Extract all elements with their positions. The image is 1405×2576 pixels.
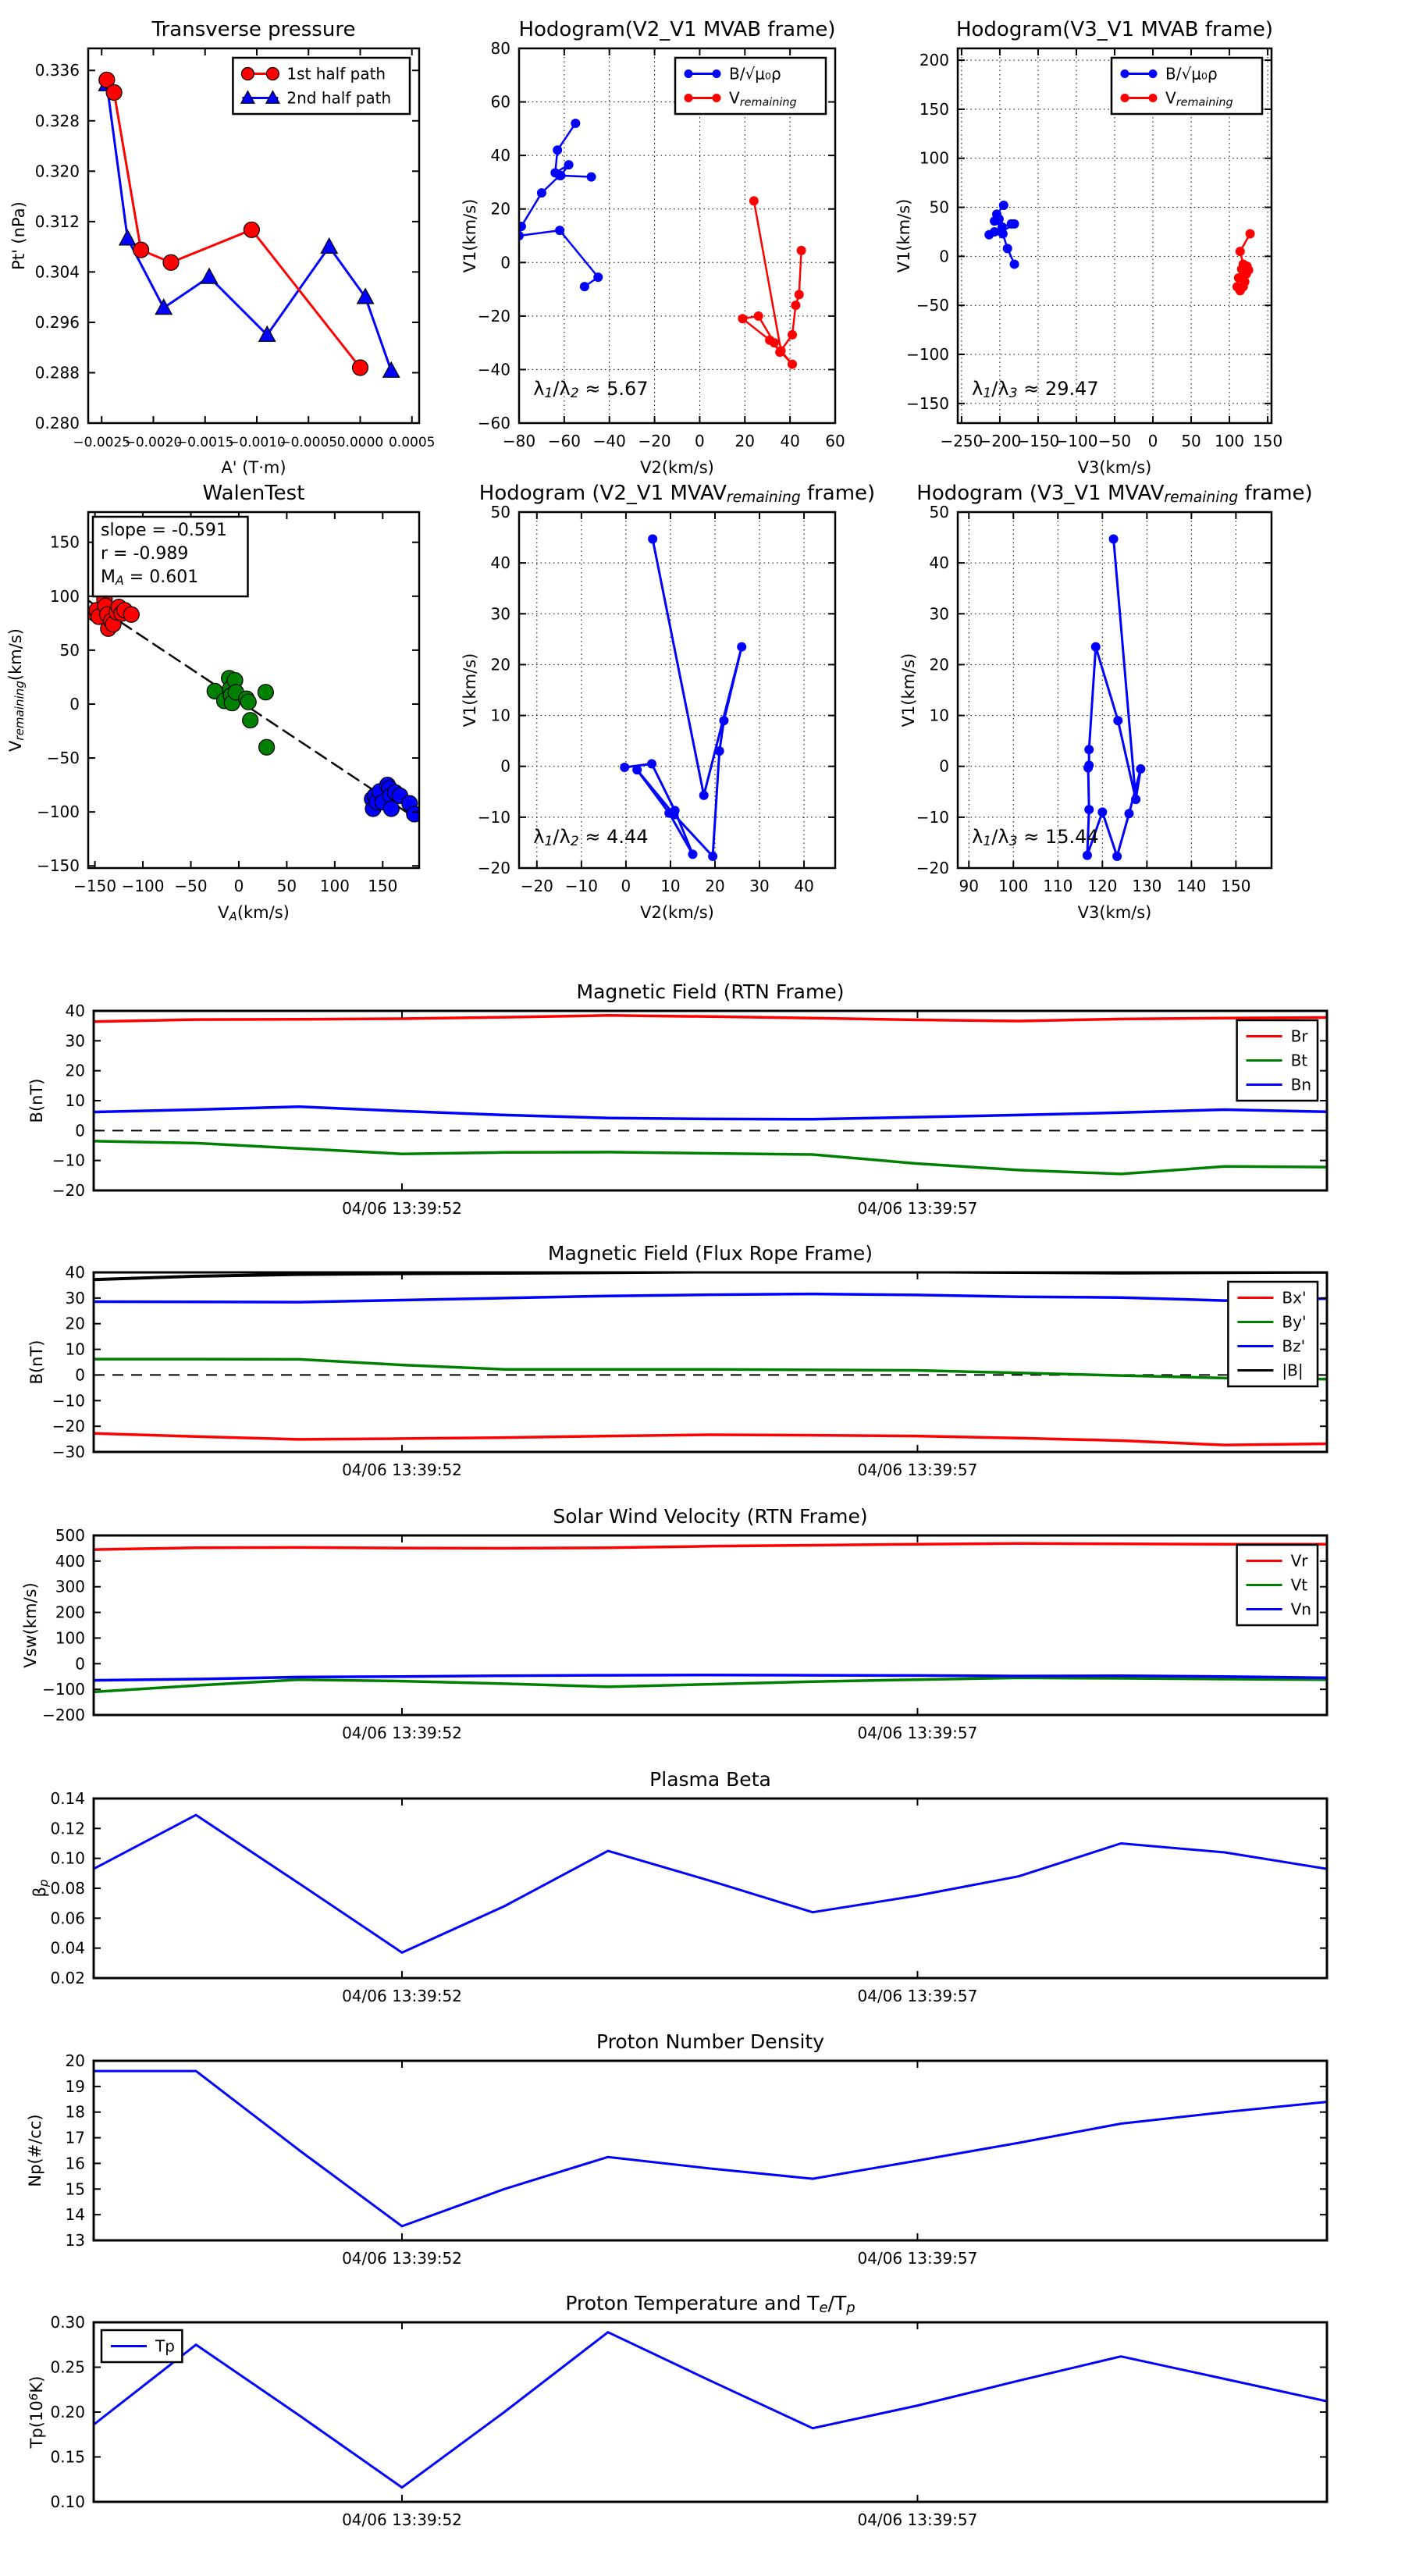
svg-text:Vsw(km/s): Vsw(km/s)	[21, 1582, 40, 1668]
svg-text:0: 0	[695, 432, 705, 450]
chart-svg-hodogram_v3v1_mvab	[895, 18, 1283, 477]
svg-text:40: 40	[65, 1002, 85, 1020]
svg-text:30: 30	[490, 604, 510, 624]
svg-text:Bn: Bn	[1290, 1075, 1312, 1094]
svg-text:B(nT): B(nT)	[27, 1340, 46, 1385]
svg-text:100: 100	[1214, 432, 1245, 450]
svg-text:−200: −200	[42, 1706, 85, 1724]
svg-text:90: 90	[959, 877, 979, 895]
svg-text:−0.0020: −0.0020	[124, 435, 183, 450]
chart-svg-proton_temperature	[27, 2292, 1327, 2529]
svg-text:V1(km/s): V1(km/s)	[895, 198, 913, 273]
svg-text:Br: Br	[1290, 1026, 1308, 1046]
svg-text:−20: −20	[916, 859, 949, 877]
svg-text:−150: −150	[37, 856, 80, 876]
svg-text:20: 20	[705, 877, 725, 895]
svg-text:1st half path: 1st half path	[286, 64, 386, 84]
svg-text:60: 60	[490, 92, 510, 112]
svg-text:100: 100	[49, 586, 80, 606]
svg-text:0.14: 0.14	[50, 1789, 85, 1808]
svg-text:−20: −20	[477, 306, 510, 326]
svg-text:40: 40	[490, 146, 510, 165]
svg-text:Vremaining: Vremaining	[729, 88, 797, 109]
svg-text:400: 400	[55, 1551, 85, 1571]
svg-text:−20: −20	[52, 1181, 85, 1200]
svg-text:0: 0	[75, 1121, 85, 1140]
svg-text:B/√μ₀ρ: B/√μ₀ρ	[729, 64, 781, 84]
svg-text:50: 50	[276, 877, 297, 895]
svg-text:0.0005: 0.0005	[388, 435, 436, 450]
svg-text:0.312: 0.312	[34, 212, 80, 231]
svg-text:20: 20	[65, 1061, 85, 1080]
svg-text:0.30: 0.30	[50, 2313, 85, 2332]
svg-text:15: 15	[65, 2179, 85, 2199]
svg-text:300: 300	[55, 1577, 85, 1596]
svg-text:16: 16	[65, 2154, 85, 2173]
svg-text:0: 0	[1147, 432, 1158, 450]
svg-text:40: 40	[65, 1263, 85, 1282]
svg-text:VA(km/s): VA(km/s)	[218, 903, 290, 923]
svg-text:−60: −60	[477, 414, 510, 432]
svg-text:04/06 13:39:57: 04/06 13:39:57	[857, 1461, 978, 1479]
svg-text:−150: −150	[1016, 432, 1060, 450]
chart-svg-hodogram_v3v1_mvav	[899, 482, 1313, 922]
svg-text:0: 0	[69, 694, 80, 713]
subplot-hodogram-v2v1-mvav	[461, 482, 876, 922]
svg-text:0.10: 0.10	[50, 1848, 85, 1868]
svg-text:Bz': Bz'	[1282, 1336, 1306, 1356]
svg-text:20: 20	[65, 2051, 85, 2070]
svg-text:0.08: 0.08	[50, 1879, 85, 1898]
svg-text:0.320: 0.320	[34, 162, 80, 181]
svg-text:150: 150	[368, 877, 398, 895]
svg-text:0: 0	[233, 877, 244, 895]
svg-text:−20: −20	[52, 1417, 85, 1436]
svg-text:0.304: 0.304	[34, 262, 80, 282]
svg-text:Proton Number Density: Proton Number Density	[596, 2030, 824, 2053]
svg-text:13: 13	[65, 2231, 85, 2250]
svg-text:−20: −20	[638, 432, 671, 450]
svg-text:40: 40	[794, 877, 814, 895]
svg-text:20: 20	[65, 1314, 85, 1333]
svg-text:2nd half path: 2nd half path	[286, 88, 392, 108]
svg-text:0.04: 0.04	[50, 1938, 85, 1958]
svg-text:−10: −10	[916, 807, 949, 827]
svg-text:−10: −10	[52, 1151, 85, 1170]
svg-text:10: 10	[65, 1340, 85, 1359]
svg-text:0.0000: 0.0000	[336, 435, 384, 450]
svg-text:−100: −100	[42, 1680, 85, 1699]
svg-text:WalenTest: WalenTest	[202, 482, 305, 505]
svg-text:0.328: 0.328	[34, 111, 80, 130]
svg-text:0.288: 0.288	[34, 363, 80, 382]
svg-text:120: 120	[1087, 877, 1118, 895]
svg-text:−100: −100	[1055, 432, 1098, 450]
svg-text:−10: −10	[564, 877, 598, 895]
svg-text:Proton Temperature and Te/Tp: Proton Temperature and Te/Tp	[565, 2292, 855, 2317]
svg-text:MA = 0.601: MA = 0.601	[101, 568, 199, 588]
svg-text:140: 140	[1176, 877, 1207, 895]
svg-text:λ1/λ2 ≈ 5.67: λ1/λ2 ≈ 5.67	[533, 378, 649, 402]
svg-text:Vt: Vt	[1290, 1575, 1308, 1595]
chart-svg-hodogram_v2v1_mvab	[461, 18, 845, 477]
svg-text:150: 150	[1221, 877, 1251, 895]
svg-text:50: 50	[929, 197, 949, 217]
svg-text:40: 40	[780, 432, 800, 450]
svg-text:A' (T·m): A' (T·m)	[221, 458, 286, 477]
subplot-hodogram-v3v1-mvab	[895, 18, 1283, 477]
svg-text:200: 200	[919, 51, 949, 70]
svg-text:Vremaining(km/s): Vremaining(km/s)	[6, 628, 27, 752]
svg-text:Vn: Vn	[1290, 1599, 1311, 1619]
svg-text:−20: −20	[477, 859, 510, 877]
svg-text:−40: −40	[477, 360, 510, 379]
svg-text:30: 30	[65, 1031, 85, 1051]
svg-text:0.25: 0.25	[50, 2357, 85, 2377]
svg-text:0: 0	[621, 877, 631, 895]
svg-text:50: 50	[490, 503, 510, 521]
svg-text:Hodogram(V2_V1 MVAB frame): Hodogram(V2_V1 MVAB frame)	[518, 18, 836, 41]
svg-text:−100: −100	[37, 802, 80, 822]
svg-text:Solar Wind Velocity (RTN Frame: Solar Wind Velocity (RTN Frame)	[553, 1505, 868, 1528]
chart-svg-plasma_beta	[30, 1768, 1327, 2005]
svg-text:100: 100	[55, 1628, 85, 1648]
svg-text:−0.0010: −0.0010	[228, 435, 286, 450]
panel-solar-wind-velocity	[21, 1505, 1327, 1742]
svg-text:50: 50	[929, 503, 949, 521]
svg-text:V2(km/s): V2(km/s)	[640, 903, 714, 922]
svg-text:V1(km/s): V1(km/s)	[461, 198, 479, 273]
svg-text:Magnetic Field (Flux Rope Fram: Magnetic Field (Flux Rope Frame)	[547, 1242, 873, 1265]
svg-text:Vremaining: Vremaining	[1165, 88, 1233, 109]
svg-text:04/06 13:39:52: 04/06 13:39:52	[342, 2510, 462, 2529]
svg-text:150: 150	[49, 532, 80, 552]
svg-text:λ1/λ3 ≈ 29.47: λ1/λ3 ≈ 29.47	[972, 378, 1099, 402]
subplot-transverse-pressure	[9, 18, 436, 477]
svg-text:100: 100	[919, 148, 949, 168]
chart-svg-transverse_pressure	[9, 18, 436, 477]
svg-text:−50: −50	[916, 296, 949, 315]
svg-text:04/06 13:39:57: 04/06 13:39:57	[857, 2510, 978, 2529]
svg-text:0.296: 0.296	[34, 312, 80, 332]
svg-text:−150: −150	[73, 877, 117, 895]
svg-text:0.20: 0.20	[50, 2403, 85, 2421]
svg-text:By': By'	[1282, 1312, 1307, 1332]
svg-text:Bt: Bt	[1290, 1051, 1308, 1070]
svg-text:Vr: Vr	[1290, 1551, 1308, 1571]
svg-text:30: 30	[749, 877, 770, 895]
svg-text:04/06 13:39:52: 04/06 13:39:52	[342, 2249, 462, 2268]
svg-text:80: 80	[490, 39, 510, 58]
chart-svg-magnetic_field_flux_rope	[27, 1242, 1327, 1479]
svg-text:Hodogram (V2_V1 MVAVremaining: Hodogram (V2_V1 MVAVremaining frame)	[478, 482, 876, 507]
chart-svg-walen_test	[6, 482, 419, 923]
svg-text:0.02: 0.02	[50, 1969, 85, 1987]
svg-text:−40: −40	[592, 432, 626, 450]
svg-text:−200: −200	[978, 432, 1022, 450]
svg-text:20: 20	[735, 432, 756, 450]
svg-text:0.336: 0.336	[34, 61, 80, 80]
svg-text:0: 0	[939, 247, 949, 266]
svg-text:150: 150	[1253, 432, 1283, 450]
svg-text:04/06 13:39:52: 04/06 13:39:52	[342, 1724, 462, 1742]
svg-text:10: 10	[65, 1091, 85, 1110]
svg-text:−100: −100	[906, 345, 949, 365]
svg-text:30: 30	[929, 604, 949, 624]
svg-text:0.06: 0.06	[50, 1909, 85, 1928]
svg-text:−250: −250	[940, 432, 984, 450]
chart-svg-hodogram_v2v1_mvav	[461, 482, 876, 922]
svg-text:Pt' (nPa): Pt' (nPa)	[9, 201, 28, 270]
svg-text:Bx': Bx'	[1282, 1288, 1307, 1308]
svg-text:Np(#/cc): Np(#/cc)	[26, 2114, 44, 2187]
svg-text:18: 18	[65, 2102, 85, 2122]
svg-text:slope = -0.591: slope = -0.591	[101, 521, 227, 540]
svg-text:0.280: 0.280	[34, 414, 80, 432]
svg-text:λ1/λ3 ≈ 15.44: λ1/λ3 ≈ 15.44	[972, 826, 1099, 850]
svg-text:130: 130	[1132, 877, 1162, 895]
svg-text:−10: −10	[52, 1391, 85, 1411]
svg-text:−60: −60	[547, 432, 581, 450]
svg-text:βp: βp	[30, 1879, 51, 1898]
svg-text:Transverse pressure: Transverse pressure	[151, 18, 356, 41]
svg-text:−10: −10	[477, 807, 510, 827]
panel-proton-density	[26, 2030, 1327, 2268]
svg-text:r = -0.989: r = -0.989	[101, 544, 189, 564]
svg-text:−0.0005: −0.0005	[279, 435, 338, 450]
panel-magnetic-field-rtn	[27, 980, 1327, 1218]
panel-plasma-beta	[30, 1768, 1327, 2005]
svg-text:−80: −80	[502, 432, 536, 450]
svg-text:V1(km/s): V1(km/s)	[461, 653, 479, 728]
svg-text:V2(km/s): V2(km/s)	[640, 458, 714, 477]
svg-text:V3(km/s): V3(km/s)	[1077, 903, 1152, 922]
svg-text:B/√μ₀ρ: B/√μ₀ρ	[1165, 64, 1218, 84]
svg-text:Tp: Tp	[155, 2336, 175, 2356]
chart-svg-proton_number_density	[26, 2030, 1327, 2268]
svg-text:Plasma Beta: Plasma Beta	[649, 1768, 771, 1791]
svg-text:V3(km/s): V3(km/s)	[1077, 458, 1152, 477]
svg-text:50: 50	[59, 640, 80, 660]
svg-text:500: 500	[55, 1526, 85, 1545]
svg-text:20: 20	[929, 655, 949, 674]
svg-text:110: 110	[1043, 877, 1073, 895]
svg-text:−0.0025: −0.0025	[73, 435, 131, 450]
svg-text:B(nT): B(nT)	[27, 1078, 46, 1123]
svg-text:17: 17	[65, 2128, 85, 2147]
svg-text:20: 20	[490, 199, 510, 219]
svg-text:−150: −150	[906, 393, 949, 413]
svg-text:04/06 13:39:57: 04/06 13:39:57	[857, 1724, 978, 1742]
svg-text:200: 200	[55, 1603, 85, 1622]
svg-text:10: 10	[929, 706, 949, 725]
svg-text:20: 20	[490, 655, 510, 674]
svg-text:V1(km/s): V1(km/s)	[899, 653, 918, 728]
svg-text:10: 10	[660, 877, 681, 895]
svg-text:40: 40	[490, 553, 510, 573]
svg-text:10: 10	[490, 706, 510, 725]
svg-text:0: 0	[500, 756, 510, 776]
svg-text:0.10: 0.10	[50, 2492, 85, 2511]
subplot-hodogram-v2v1-mvab	[461, 18, 845, 477]
svg-text:19: 19	[65, 2076, 85, 2096]
svg-text:14: 14	[65, 2205, 85, 2225]
svg-text:λ1/λ2 ≈ 4.44: λ1/λ2 ≈ 4.44	[533, 826, 649, 850]
svg-text:−50: −50	[46, 749, 80, 768]
svg-text:−20: −20	[520, 877, 553, 895]
svg-text:Tp(106K): Tp(106K)	[27, 2375, 46, 2449]
svg-text:0.15: 0.15	[50, 2447, 85, 2467]
svg-text:04/06 13:39:57: 04/06 13:39:57	[857, 1199, 978, 1218]
svg-text:04/06 13:39:57: 04/06 13:39:57	[857, 1987, 978, 2005]
svg-text:40: 40	[929, 553, 949, 573]
chart-svg-magnetic_field_rtn	[27, 980, 1327, 1218]
subplot-hodogram-v3v1-mvav	[899, 482, 1313, 922]
svg-text:100: 100	[319, 877, 350, 895]
subplot-walen-test	[6, 482, 419, 923]
svg-text:−50: −50	[174, 877, 208, 895]
svg-text:Magnetic Field (RTN Frame): Magnetic Field (RTN Frame)	[576, 980, 845, 1003]
svg-text:0: 0	[75, 1654, 85, 1674]
svg-text:0: 0	[75, 1365, 85, 1385]
svg-text:−50: −50	[1097, 432, 1132, 450]
svg-text:04/06 13:39:52: 04/06 13:39:52	[342, 1461, 462, 1479]
svg-text:−30: −30	[52, 1443, 85, 1461]
svg-text:0: 0	[500, 253, 510, 272]
panel-magnetic-field-flux-rope	[27, 1242, 1327, 1479]
svg-text:0.12: 0.12	[50, 1819, 85, 1838]
svg-text:−100: −100	[121, 877, 165, 895]
svg-text:60: 60	[825, 432, 845, 450]
svg-text:30: 30	[65, 1288, 85, 1308]
svg-text:Hodogram(V3_V1 MVAB frame): Hodogram(V3_V1 MVAB frame)	[955, 18, 1274, 41]
svg-text:50: 50	[1181, 432, 1201, 450]
panel-proton-temperature	[27, 2292, 1327, 2529]
svg-text:0: 0	[939, 756, 949, 776]
svg-text:−0.0015: −0.0015	[176, 435, 234, 450]
svg-text:Hodogram (V3_V1 MVAVremaining: Hodogram (V3_V1 MVAVremaining frame)	[916, 482, 1313, 507]
svg-text:04/06 13:39:52: 04/06 13:39:52	[342, 1987, 462, 2005]
chart-svg-solar_wind_velocity	[21, 1505, 1327, 1742]
svg-text:150: 150	[919, 99, 949, 119]
svg-text:04/06 13:39:52: 04/06 13:39:52	[342, 1199, 462, 1218]
svg-text:|B|: |B|	[1282, 1361, 1304, 1380]
svg-text:04/06 13:39:57: 04/06 13:39:57	[857, 2249, 978, 2268]
svg-text:100: 100	[998, 877, 1029, 895]
